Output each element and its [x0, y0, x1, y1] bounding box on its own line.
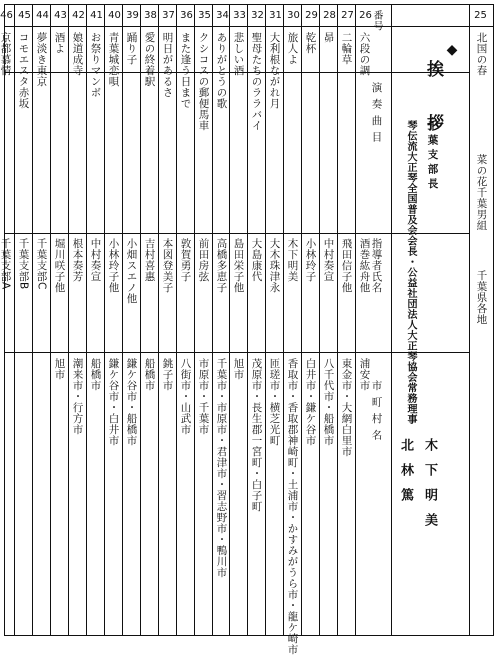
row-number: 34 — [216, 10, 229, 21]
row-city: 千葉市・市原市・君津市・習志野市・鴨川市 — [215, 358, 228, 578]
row-number: 44 — [36, 10, 49, 21]
row-city: 白井市・鎌ケ谷市 — [304, 358, 317, 446]
table-column-rule — [176, 4, 177, 636]
index-region: 千葉県各地 — [475, 270, 488, 325]
row-leader: 本図登美子 — [161, 238, 174, 293]
row-piece: 酒よ — [53, 32, 66, 54]
index-row-rule-2 — [4, 233, 469, 234]
index-column-rule — [469, 4, 470, 636]
row-leader: 飛田信子他 — [340, 238, 353, 293]
row-leader: 高橋多恵子 — [215, 238, 228, 293]
row-piece: お祭りマンボ — [89, 32, 102, 98]
table-column-rule — [337, 4, 338, 636]
row-number: 33 — [233, 10, 246, 21]
row-number: 32 — [251, 10, 264, 21]
row-city: 銚子市 — [161, 358, 174, 391]
table-column-rule — [140, 4, 141, 636]
row-piece: 娘道成寺 — [71, 32, 84, 76]
table-column-rule — [229, 4, 230, 636]
row-city: 茂原市・長生郡一宮町・白子町 — [250, 358, 263, 512]
row-piece: 踊り子 — [125, 32, 138, 65]
row-piece: 旅人よ — [286, 32, 299, 65]
row-city: 匝瑳市・横芝光町 — [268, 358, 281, 446]
speaker1-role: 千葉支部長 — [426, 120, 439, 193]
table-column-rule — [319, 4, 320, 636]
page-number: 25 — [474, 10, 487, 21]
speaker2-name: 北林篤 — [398, 438, 413, 513]
row-city: 船橋市 — [143, 358, 156, 391]
row-city: 船橋市 — [89, 358, 102, 391]
row-piece: 二輪草 — [340, 32, 353, 65]
row-leader: 大木珠津永 — [268, 238, 281, 293]
table-column-rule — [68, 4, 69, 636]
speaker1-name: 木下明美 — [422, 438, 437, 538]
row-number: 40 — [108, 10, 121, 21]
table-column-rule — [14, 4, 15, 636]
table-column-rule — [283, 4, 284, 636]
table-column-rule — [212, 4, 213, 636]
row-number: 38 — [144, 10, 157, 21]
row-leader: 木下明美 — [286, 238, 299, 282]
header-number: 番号 — [371, 10, 382, 31]
table-column-rule — [32, 4, 33, 636]
row-leader: 大島康代 — [250, 238, 263, 282]
row-leader: 小林玲子他 — [107, 238, 120, 293]
row-number: 31 — [269, 10, 282, 21]
index-title: 北国の春 — [475, 32, 488, 76]
row-city: 浦安市 — [358, 358, 371, 391]
row-leader: 千葉支部B — [17, 238, 30, 290]
row-leader: 中村奏宣 — [89, 238, 102, 282]
row-piece: 大利根ながれ月 — [268, 32, 281, 109]
table-column-rule — [301, 4, 302, 636]
table-column-rule — [50, 4, 51, 636]
row-city: 旭市 — [53, 358, 66, 380]
row-piece: 六段の調 — [358, 32, 371, 76]
row-leader: 小林玲子 — [304, 238, 317, 282]
row-piece: 昴 — [322, 32, 335, 43]
row-number: 28 — [323, 10, 336, 21]
row-leader: 千葉支部A — [0, 238, 12, 290]
row-piece: ありがとうの歌 — [215, 32, 228, 109]
row-piece: 愛の終着駅 — [143, 32, 156, 87]
row-leader: 前田房弦 — [197, 238, 210, 282]
row-leader: 堀川咲子他 — [53, 238, 66, 293]
table-column-rule — [265, 4, 266, 636]
table-column-rule — [158, 4, 159, 636]
row-city: 東金市・大網白里市 — [340, 358, 353, 457]
index-author: 菜の花千葉男組 — [475, 154, 488, 231]
row-number: 27 — [341, 10, 354, 21]
row-leader: 吉村喜惠 — [143, 238, 156, 282]
diamond-icon: ◆ — [444, 42, 460, 59]
row-leader: 敦賀勇子 — [179, 238, 192, 282]
index-row-rule-3 — [4, 352, 469, 353]
row-piece: 乾杯 — [304, 32, 317, 54]
row-number: 39 — [126, 10, 139, 21]
row-leader: 根本奏芳 — [71, 238, 84, 282]
row-number: 30 — [287, 10, 300, 21]
row-city: 八千代市・船橋市 — [322, 358, 335, 446]
row-leader: 中村奏宣 — [322, 238, 335, 282]
row-piece: 明日があるさ — [161, 32, 174, 98]
row-leader: 千葉支部C — [35, 238, 48, 290]
row-piece: 夢淡き東京 — [35, 32, 48, 87]
row-leader: 島田栄子他 — [232, 238, 245, 293]
row-piece: また逢う日まで — [179, 32, 192, 109]
table-column-rule — [122, 4, 123, 636]
speaker2-role: 琴伝流大正琴全国普及会会長・公益社団法人大正琴協会常務理事 — [405, 120, 416, 425]
row-piece: コモエスタ赤坂 — [17, 32, 30, 109]
table-column-rule — [194, 4, 195, 636]
row-piece: 青葉城恋唄 — [107, 32, 120, 87]
row-number: 26 — [359, 10, 372, 21]
row-number: 41 — [90, 10, 103, 21]
row-city: 潮来市・行方市 — [71, 358, 84, 435]
row-leader: 酒巻紘舟他 — [358, 238, 371, 293]
row-city: 市原市・千葉市 — [197, 358, 210, 435]
header-piece: 演奏曲目 — [370, 82, 383, 148]
row-leader: 小畑スエノ他 — [125, 238, 138, 304]
row-city: 旭市 — [232, 358, 245, 380]
row-number: 43 — [54, 10, 67, 21]
row-piece: 聖母たちのララバイ — [250, 32, 263, 131]
row-number: 29 — [305, 10, 318, 21]
row-city: 鎌ケ谷市・船橋市 — [125, 358, 138, 446]
greeting-column-rule — [391, 4, 392, 636]
number-row-rule — [4, 26, 494, 27]
page-frame — [4, 4, 494, 636]
table-column-rule — [104, 4, 105, 636]
table-column-rule — [247, 4, 248, 636]
greeting-heading: 挨 拶 — [423, 60, 443, 141]
table-column-rule — [355, 4, 356, 636]
table-column-rule — [86, 4, 87, 636]
header-city: 市町村名 — [370, 380, 383, 446]
row-city: 八街市・山武市 — [179, 358, 192, 435]
row-number: 37 — [162, 10, 175, 21]
row-number: 46 — [0, 10, 13, 21]
row-city: 鎌ケ谷市・白井市 — [107, 358, 120, 446]
row-piece: 悲しい酒 — [232, 32, 245, 76]
row-piece: 京都慕情 — [0, 32, 12, 76]
row-city: 香取市・香取郡神崎町・土浦市・かすみがうら市・龍ケ崎市 — [286, 358, 299, 655]
row-number: 35 — [198, 10, 211, 21]
row-number: 36 — [180, 10, 193, 21]
row-number: 42 — [72, 10, 85, 21]
row-piece: クシコスの郵便馬車 — [197, 32, 210, 131]
header-leader: 指導者氏名 — [370, 238, 383, 293]
row-number: 45 — [18, 10, 31, 21]
